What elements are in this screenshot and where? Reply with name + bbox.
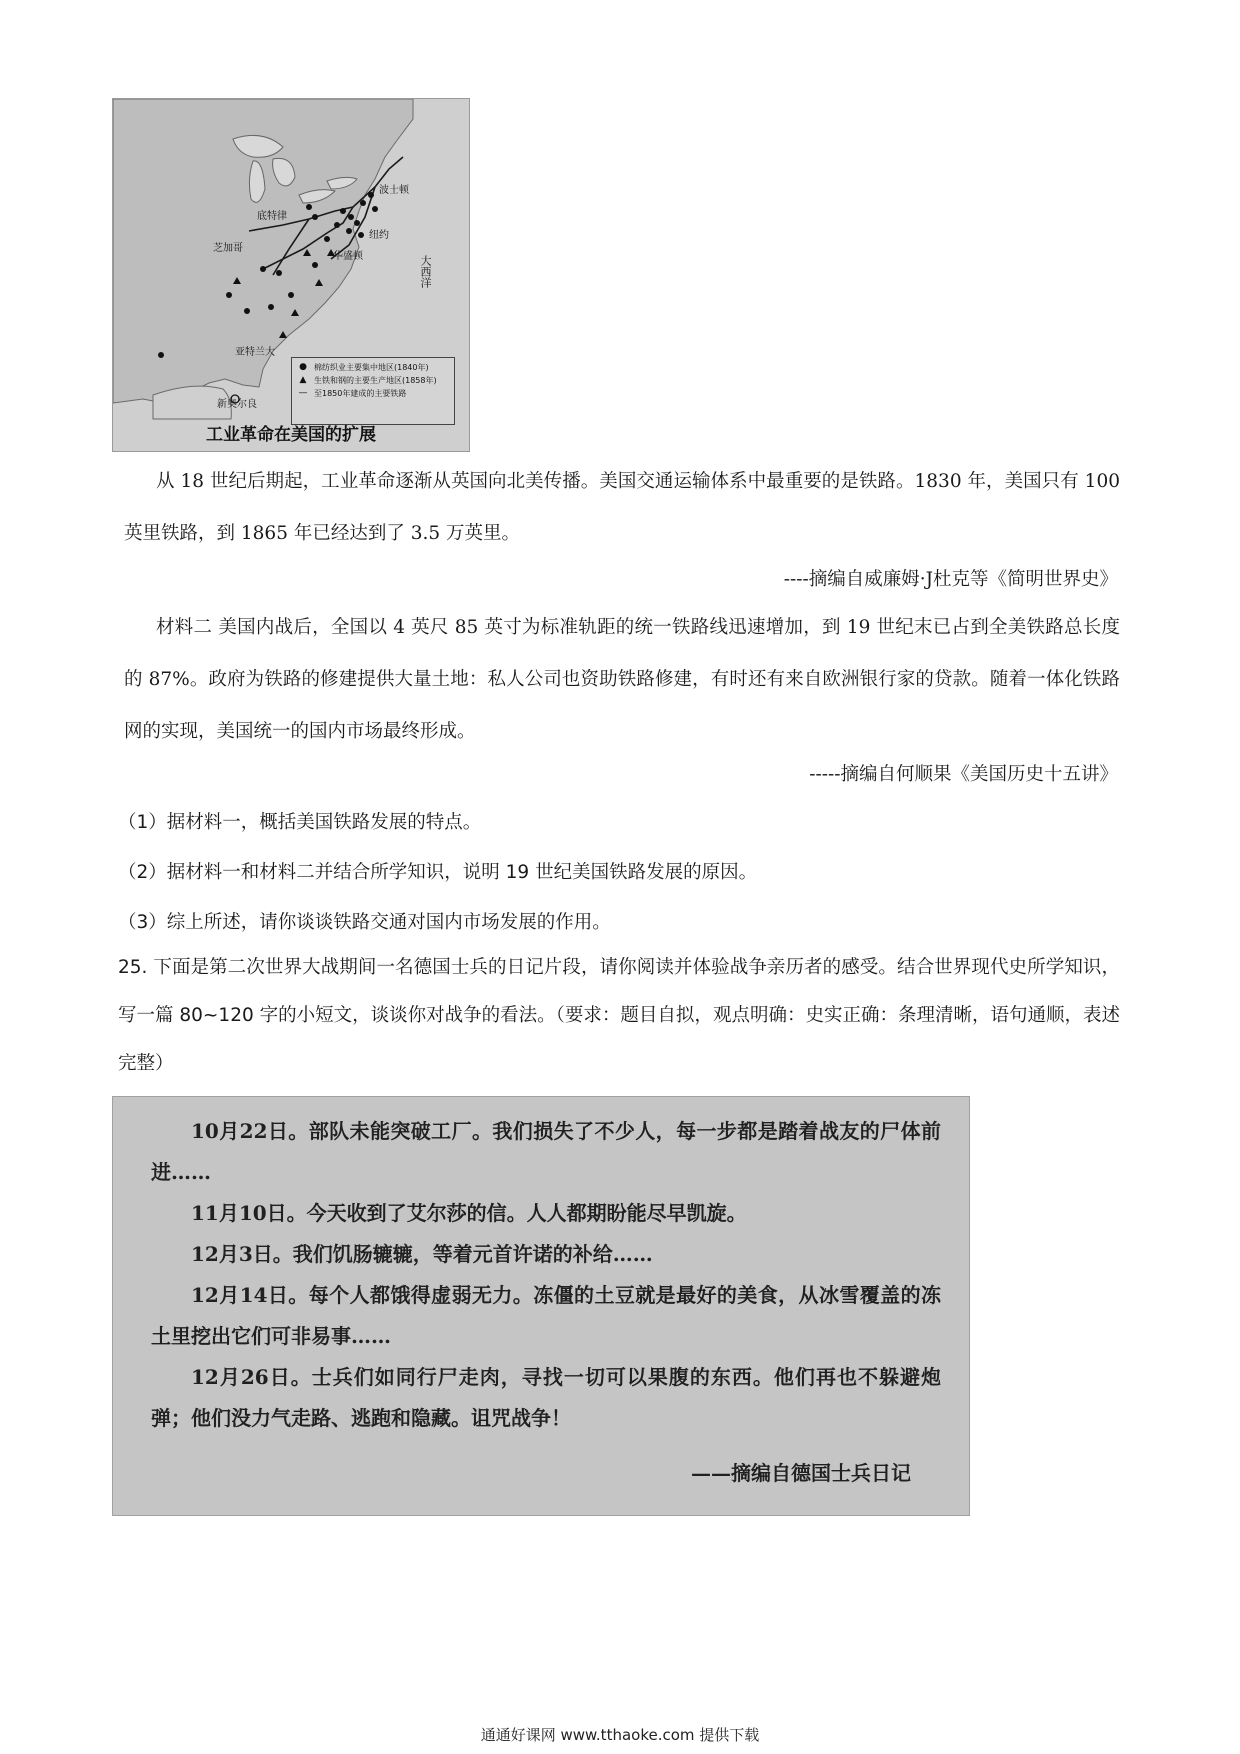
label-atlanta: 亚特兰大	[235, 347, 275, 358]
question-1: （1）据材料一，概括美国铁路发展的特点。	[118, 812, 482, 833]
label-boston: 波士顿	[379, 185, 409, 196]
label-chicago: 芝加哥	[213, 243, 243, 254]
page-footer: 通通好课网 www.tthaoke.com 提供下载	[480, 1726, 760, 1744]
question-2: （2）据材料一和材料二并结合所学知识，说明 19 世纪美国铁路发展的原因。	[118, 862, 758, 883]
map-title: 工业革命在美国的扩展	[206, 425, 376, 445]
legend-text: 棉纺织业主要集中地区(1840年)	[314, 363, 429, 372]
label-new-orleans: 新奥尔良	[217, 399, 257, 410]
diary-entry: 10月22日。部队未能突破工厂。我们损失了不少人，每一步都是踏着战友的尸体前进……	[151, 1119, 941, 1184]
material-2-source: -----摘编自何顺果《美国历史十五讲》	[809, 764, 1118, 785]
diary-entry: 11月10日。今天收到了艾尔莎的信。人人都期盼能尽早凯旋。	[191, 1201, 747, 1225]
diary-entry: 12月3日。我们饥肠辘辘，等着元首许诺的补给……	[191, 1242, 653, 1266]
legend-text: 至1850年建成的主要铁路	[314, 389, 407, 398]
legend-row	[296, 387, 450, 400]
map-legend	[291, 357, 455, 425]
legend-row	[296, 361, 450, 374]
label-washington: 华盛顿	[333, 251, 363, 262]
label-atlantic: 大西洋	[419, 255, 432, 288]
question-3: （3）综上所述，请你谈谈铁路交通对国内市场发展的作用。	[118, 912, 611, 933]
legend-symbol: ▲	[299, 375, 307, 385]
legend-symbol: —	[298, 388, 308, 398]
material-1-text: 从 18 世纪后期起，工业革命逐渐从英国向北美传播。美国交通运输体系中最重要的是铁路。1830 年，美国只有 100 英里铁路，到 1865 年已经达到了 3.5 万英里。	[124, 471, 1120, 544]
legend-row	[296, 374, 450, 387]
map-figure	[112, 98, 470, 452]
diary-entry: 12月26日。士兵们如同行尸走肉，寻找一切可以果腹的东西。他们再也不躲避炮弹；他们没力气走路、逃跑和隐藏。诅咒战争！	[151, 1365, 941, 1430]
diary-source: ——摘编自德国士兵日记	[691, 1461, 911, 1485]
label-detroit: 底特律	[257, 211, 287, 222]
label-new-york: 纽约	[369, 230, 389, 241]
legend-symbol: ●	[299, 362, 307, 372]
legend-text: 生铁和钢的主要生产地区(1858年)	[314, 376, 437, 385]
material-1-source: ----摘编自威廉姆·J杜克等《简明世界史》	[783, 569, 1118, 590]
diary-entry: 12月14日。每个人都饿得虚弱无力。冻僵的土豆就是最好的美食，从冰雪覆盖的冻土里挖出它们可非易事……	[151, 1283, 941, 1348]
diary-excerpt	[112, 1096, 970, 1516]
material-2-text: 材料二 美国内战后，全国以 4 英尺 85 英寸为标准轨距的统一铁路线迅速增加，到 19 世纪末已占到全美铁路总长度的 87%。政府为铁路的修建提供大量土地：私人公司也资助铁路修建，有时还有来自欧洲银行家的贷款。随着一体化铁路网的实现，美国统一的国内市场最终形成。	[124, 617, 1120, 742]
question-25: 25. 下面是第二次世界大战期间一名德国士兵的日记片段，请你阅读并体验战争亲历者的感受。结合世界现代史所学知识，写一篇 80~120 字的小短文，谈谈你对战争的看法。（要求：题目自拟，观点明确：史实正确：条理清晰，语句通顺，表述完整）	[118, 957, 1120, 1074]
